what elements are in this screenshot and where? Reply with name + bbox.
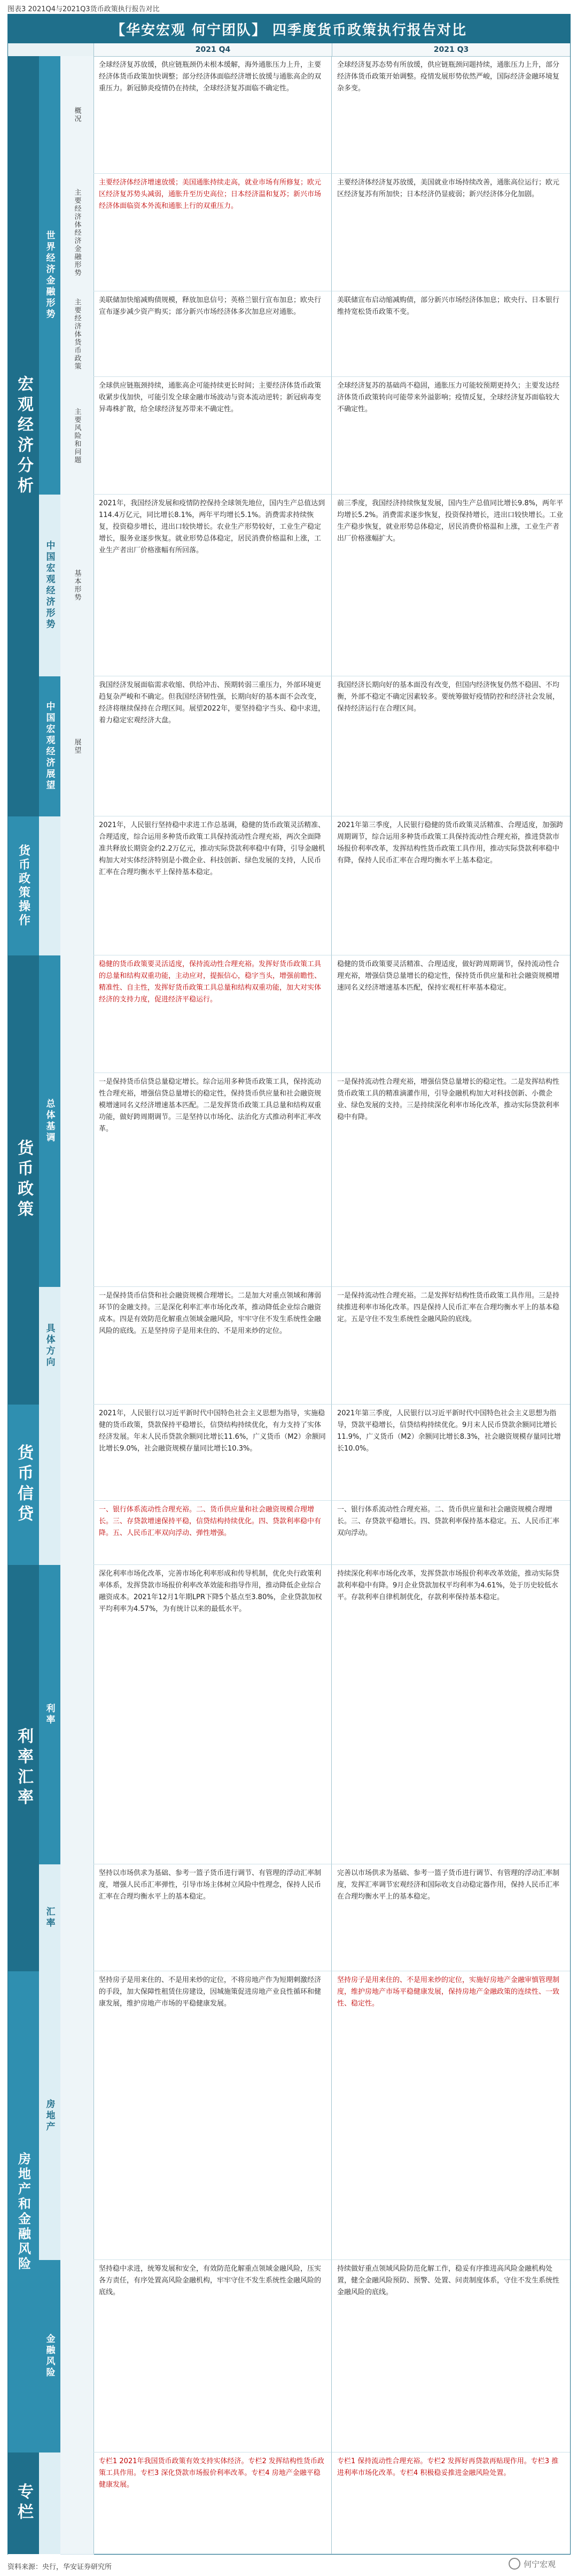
cell-q3-rate	[332, 1565, 570, 1864]
label-special	[60, 2452, 94, 2555]
category-label: 利率汇率	[14, 1727, 33, 1809]
cell-q4-overall-b	[93, 1073, 332, 1287]
cell-q3-outlook	[332, 676, 570, 816]
comparison-table	[7, 14, 571, 2555]
subcategory-label: 中国宏观经济展望	[44, 701, 55, 791]
label-credit-b	[60, 1501, 94, 1565]
cell-q3-credit-b	[332, 1501, 570, 1565]
label-basic	[60, 495, 94, 677]
subcategory-overall	[39, 955, 60, 1287]
cell-text: 专栏1 2021年我国货币政策有效支持实体经济。专栏2 发挥结构性货币政策工具作用。专栏3 深化贷款市场报价利率改革。专栏4 房地产金融平稳健康发展。	[99, 2457, 324, 2489]
cell-q3-fx	[332, 1864, 570, 1971]
subcategory-label: 汇率	[44, 1907, 55, 1929]
cell-q4-overall-a	[93, 955, 332, 1073]
cell-q4-concrete	[93, 1287, 332, 1405]
cell-text: 深化利率市场化改革，完善市场化利率形成和传导机制，优化央行政策利率体系，发挥贷款市场报价利率改革效能和指导作用，推动降低企业综合融资成本。2021年12月1年期LPR下降5个基点至3.80%，企业贷款加权平均利率为4.57%，为有统计以来的最低水平。	[99, 1570, 322, 1613]
subcategory-label: 金融风险	[44, 2334, 55, 2379]
cell-text: 主要经济体经济复苏放缓，美国就业市场持续改善，通胀高位运行；欧元区经济复苏有所加快；日本经济仍显疲弱；新兴经济体分化加剧。	[337, 179, 560, 198]
label-credit-a	[60, 1405, 94, 1501]
cell-q3-special	[332, 2452, 570, 2554]
subcategory-label: 中国宏观经济形势	[44, 541, 55, 630]
row-label: 概况	[73, 107, 81, 123]
cell-text: 全球经济复苏放缓，供应链瓶颈仍未根本缓解，海外通胀压力上升，主要经济体货币政策加快调整；部分经济体面临经济增长放缓与通胀高企的双重压力。新冠肺炎疫情仍在持续，全球经济复苏面临不确定性。	[99, 61, 322, 92]
cell-text: 一是保持货币信贷和社会融资规模合理增长。二是加大对重点领域和薄弱环节的金融支持。三是深化利率汇率市场化改革，推动降低企业综合融资成本。四是有效防范化解重点领域金融风险，牢牢守住不发生系统性金融风险的底线。五是坚持房子是用来住的、不是用来炒的定位。	[99, 1292, 322, 1335]
category-label: 宏观经济分析	[14, 375, 33, 497]
label-major-risk	[60, 174, 94, 292]
cell-q4-overview	[93, 56, 332, 174]
cell-q3-basic	[332, 495, 570, 676]
cell-text: 持续做好重点领域风险防范化解工作，稳妥有序推进高风险金融机构处置，健全金融风险预防、预警、处置、问责制度体系，守住不发生系统性金融风险的底线。	[337, 2265, 560, 2296]
column-header-row	[8, 43, 570, 57]
cell-q3-major-policy	[332, 291, 570, 377]
watermark	[509, 2558, 556, 2570]
cell-q3-ops	[332, 816, 570, 955]
cell-text: 一是保持流动性合理充裕。二是发挥好结构性货币政策工具作用。三是持续推进利率市场化改革。四是保持人民币汇率在合理均衡水平上的基本稳定。五是守住不发生系统性金融风险的底线。	[337, 1292, 560, 1323]
cell-text: 我国经济发展面临需求收缩、供给冲击、预期转弱三重压力，外部环境更趋复杂严峻和不确定。但我国经济韧性强，长期向好的基本面不会改变，经济将继续保持在合理区间。展望2022年，要坚持稳字当头、稳中求进，着力稳定宏观经济大盘。	[99, 681, 325, 724]
cell-text: 稳健的货币政策要灵活适度，保持流动性合理充裕。发挥好货币政策工具的总量和结构双重功能，主动应对，提振信心，稳字当头，增强前瞻性、精准性、自主性，发挥好货币政策工具总量和结构双重功能，加大对实体经济的支持力度，促进经济平稳运行。	[99, 960, 322, 1004]
category-monetary-ops	[8, 816, 39, 956]
subcategory-label: 世界经济金融形势	[44, 230, 55, 320]
cell-text: 全球经济复苏态势有所放缓，供应链瓶颈问题持续，通胀压力上升，部分经济体货币政策开始调整。疫情发展形势依然严峻，国际经济金融环境复杂多变。	[337, 61, 560, 92]
cell-text: 持续深化利率市场化改革，发挥贷款市场报价利率改革效能，推动实际贷款利率稳中有降。9月企业贷款加权平均利率为4.61%，处于历史较低水平。存款利率自律机制优化，存款利率保持基本稳定。	[337, 1570, 560, 1601]
cell-q3-finrisk	[332, 2260, 570, 2452]
subcategory-rate	[39, 1565, 60, 1865]
cell-q4-major-policy	[93, 291, 332, 377]
cell-q3-credit-a	[332, 1405, 570, 1501]
row-label: 主要风险和问题	[73, 407, 81, 464]
cell-text: 全球供应链瓶颈持续，通胀高企可能持续更长时间；主要经济体货币政策收紧步伐加快，可能引发全球金融市场波动与资本流动逆转；新冠病毒变异毒株扩散，给全球经济复苏带来不确定性。	[99, 382, 322, 413]
category-label: 专栏	[14, 2483, 33, 2524]
cell-q4-fx	[93, 1864, 332, 1971]
cell-text: 美联储加快缩减购债规模，释放加息信号；英格兰银行宣布加息；欧央行宣布逐步减少资产购买；部分新兴市场经济体多次加息应对通胀。	[99, 296, 322, 316]
cell-text: 美联储宣布启动缩减购债，部分新兴市场经济体加息；欧央行、日本银行维持宽松货币政策不变。	[337, 296, 560, 316]
cell-q4-outlook	[93, 676, 332, 816]
cell-q3-realestate	[332, 1971, 570, 2260]
cell-text: 2021年，人民银行坚持稳中求进工作总基调，稳健的货币政策灵活精准、合理适度，综合运用多种货币政策工具保持流动性合理充裕，两次全面降准共释放长期资金约2.2万亿元，推动实际贷款利率稳中有降，引导金融机构加大对实体经济特别是小微企业、科技创新、绿色发展的支持，人民币汇率在合理均衡水平上保持基本稳定。	[99, 821, 325, 876]
row-label: 展望	[73, 738, 81, 754]
category-label: 货币政策操作	[17, 844, 30, 928]
cell-q4-major-risk	[93, 174, 332, 291]
column-header-q3: 2021 Q3	[332, 43, 570, 56]
label-fx	[60, 1864, 94, 1972]
label-overall-b	[60, 1073, 94, 1287]
category-label: 货币政策	[14, 1139, 33, 1221]
cell-text: 2021年第三季度，人民银行以习近平新时代中国特色社会主义思想为指导，贷款平稳增长，信贷结构持续优化。9月末人民币贷款余额同比增长11.9%，广义货币（M2）余额同比增长8.3%，社会融资规模存量同比增长10.0%。	[337, 1409, 561, 1453]
cell-text: 我国经济长期向好的基本面没有改变，但国内经济恢复仍然不稳固、不均衡，外部不稳定不确定因素较多。要统筹做好疫情防控和经济社会发展，保持经济运行在合理区间。	[337, 681, 560, 713]
subcategory-outlook	[39, 676, 60, 817]
cell-q4-credit-b	[93, 1501, 332, 1565]
label-problems	[60, 377, 94, 495]
cell-text: 2021年，我国经济发展和疫情防控保持全球领先地位，国内生产总值达到114.4万亿元，同比增长8.1%，两年平均增长5.1%。消费需求持续恢复，投资稳步增长，进出口较快增长。农业生产形势较好，工业生产稳定增长，服务业逐步恢复。就业形势总体稳定，居民消费价格温和上涨，工业生产者出厂价格涨幅有所回落。	[99, 499, 325, 554]
subcategory-realestate	[39, 1971, 60, 2261]
category-rates	[8, 1565, 39, 1972]
label-overall-a	[60, 955, 94, 1074]
row-label: 主要经济体货币政策	[73, 298, 81, 371]
cell-q3-problems	[332, 377, 570, 495]
category-property	[8, 1971, 39, 2453]
source-note: 资料来源：央行，华安证券研究所	[7, 2563, 112, 2571]
category-macro	[8, 56, 39, 817]
category-label: 货币信贷	[14, 1444, 33, 1525]
cell-q4-basic	[93, 495, 332, 676]
row-label: 基本形势	[73, 569, 81, 601]
subcategory-fx	[39, 1864, 60, 1972]
cell-q4-ops	[93, 816, 332, 955]
cell-text: 坚持房子是用来住的、不是用来炒的定位，实施好房地产金融审慎管理制度，维护房地产市场平稳健康发展，保持房地产金融政策的连续性、一致性、稳定性。	[337, 1976, 560, 2008]
subcategory-ops-blank	[39, 816, 60, 956]
label-major-policy	[60, 291, 94, 377]
label-concrete	[60, 1287, 94, 1405]
label-rate	[60, 1565, 94, 1865]
cell-text: 一是保持货币信贷总量稳定增长。综合运用多种货币政策工具，保持流动性合理充裕，增强信贷总量增长的稳定性，保持货币供应量和社会融资规模增速同名义经济增速基本匹配。二是发挥货币政策工具总量和结构双重功能，做好跨周期调节。三是坚持以市场化、法治化方式推动利率汇率改革。	[99, 1078, 322, 1133]
cell-text: 坚持稳中求进，统筹发展和安全，有效防范化解重点领域金融风险，压实各方责任，有序处置高风险金融机构，牢牢守住不发生系统性金融风险的底线。	[99, 2265, 322, 2296]
wechat-logo-icon	[509, 2558, 520, 2570]
cell-text: 坚持房子是用来住的、不是用来炒的定位，不将房地产作为短期刺激经济的手段，加大保障性租赁住房建设，因城施策促进房地产业良性循环和健康发展，维护房地产市场的平稳健康发展。	[99, 1976, 322, 2008]
category-credit	[8, 1405, 39, 1565]
column-header-q4: 2021 Q4	[94, 43, 332, 56]
label-overview	[60, 56, 94, 174]
cell-text: 稳健的货币政策要灵活精准、合理适度，做好跨周期调节，保持流动性合理充裕，增强信贷总量增长的稳定性，保持货币供应量和社会融资规模增速同名义经济增速基本匹配，保持宏观杠杆率基本稳定。	[337, 960, 560, 992]
cell-text: 2021年第三季度，人民银行稳健的货币政策灵活精准、合理适度，加强跨周期调节，综合运用多种货币政策工具保持流动性合理充裕，推进贷款市场报价利率改革，发挥结构性货币政策工具作用，推动实际贷款利率稳中有降，保持人民币汇率在合理均衡水平上基本稳定。	[337, 821, 564, 865]
subcategory-special-blank	[39, 2452, 60, 2555]
subcategory-label: 利率	[44, 1703, 55, 1726]
cell-text: 一、银行体系流动性合理充裕。二、货币供应量和社会融资规模合理增长。三、存贷款平稳增长。四、贷款利率保持基本稳定。五、人民币汇率双向浮动。	[337, 1506, 560, 1537]
cell-q4-special	[93, 2452, 332, 2554]
subcategory-label: 房地产	[44, 2099, 55, 2133]
category-monetary-policy	[8, 955, 39, 1405]
subcategory-label: 总体基调	[44, 1099, 55, 1144]
table-banner: 【华安宏观 何宁团队】 四季度货币政策执行报告对比	[8, 14, 570, 43]
subcategory-china	[39, 495, 60, 677]
cell-q4-problems	[93, 377, 332, 495]
cell-q3-overall-b	[332, 1073, 570, 1287]
cell-text: 2021年，人民银行以习近平新时代中国特色社会主义思想为指导，实施稳健的货币政策，贷款保持平稳增长，信贷结构持续优化，有力支持了实体经济发展。年末人民币贷款余额同比增长11.6%，广义货币（M2）余额同比增长9.0%，社会融资规模存量同比增长10.3%。	[99, 1409, 326, 1453]
subcategory-label: 具体方向	[44, 1323, 55, 1368]
cell-text: 全球经济复苏的基础尚不稳固，通胀压力可能较预期更持久；主要发达经济体货币政策转向可能带来外溢影响；疫情反复，全球经济复苏面临较大不确定性。	[337, 382, 560, 413]
cell-text: 完善以市场供求为基础、参考一篮子货币进行调节、有管理的浮动汇率制度，发挥汇率调节宏观经济和国际收支自动稳定器作用，保持人民币汇率在合理均衡水平上的基本稳定。	[337, 1869, 560, 1901]
category-label: 房地产和金融风险	[15, 2152, 31, 2272]
cell-text: 主要经济体经济增速放缓；美国通胀持续走高，就业市场有所修复；欧元区经济复苏势头减弱，通胀升至历史高位；日本经济温和复苏；新兴市场经济体面临资本外流和通胀上行的双重压力。	[99, 179, 322, 210]
subcategory-credit-blank	[39, 1405, 60, 1565]
label-outlook	[60, 676, 94, 817]
cell-q3-overall-a	[332, 955, 570, 1073]
subcategory-world	[39, 56, 60, 495]
subcategory-concrete	[39, 1287, 60, 1405]
cell-q4-credit-a	[93, 1405, 332, 1501]
cell-q4-rate	[93, 1565, 332, 1864]
cell-q3-overview	[332, 56, 570, 174]
category-special	[8, 2452, 39, 2555]
subcategory-finrisk	[39, 2260, 60, 2453]
label-realestate	[60, 1971, 94, 2261]
cell-q3-major-risk	[332, 174, 570, 291]
figure-caption: 图表3 2021Q4与2021Q3货币政策执行报告对比	[7, 5, 160, 13]
watermark-text: 何宁宏观	[523, 2559, 556, 2569]
column-header-blank	[8, 43, 94, 56]
cell-q3-concrete	[332, 1287, 570, 1405]
cell-text: 坚持以市场供求为基础、参考一篮子货币进行调节、有管理的浮动汇率制度，增强人民币汇率弹性，引导市场主体树立风险中性理念，保持人民币汇率在合理均衡水平上的基本稳定。	[99, 1869, 322, 1901]
cell-text: 专栏1 保持流动性合理充裕。专栏2 发挥好再贷款再贴现作用。专栏3 推进利率市场化改革。专栏4 积极稳妥推进金融风险处置。	[337, 2457, 559, 2477]
cell-q4-finrisk	[93, 2260, 332, 2452]
cell-text: 一、银行体系流动性合理充裕。二、货币供应量和社会融资规模合理增长。三、存贷款增速保持平稳，信贷结构持续优化。四、贷款利率稳中有降。五、人民币汇率双向浮动、弹性增强。	[99, 1506, 322, 1537]
label-finrisk	[60, 2260, 94, 2453]
cell-q4-realestate	[93, 1971, 332, 2260]
label-ops	[60, 816, 94, 956]
cell-text: 一是保持流动性合理充裕，增强信贷总量增长的稳定性。二是发挥结构性货币政策工具的精准滴灌作用，引导金融机构加大对科技创新、小微企业、绿色发展的支持。三是持续深化利率市场化改革，推动实际贷款利率稳中有降。	[337, 1078, 560, 1121]
cell-text: 前三季度，我国经济持续恢复发展，国内生产总值同比增长9.8%，两年平均增长5.2%。消费需求逐步恢复，投资保持增长，进出口较快增长。工业生产稳步恢复，就业形势总体稳定，居民消费价格温和上涨，工业生产者出厂价格涨幅扩大。	[337, 499, 564, 543]
row-label: 主要经济体经济金融形势	[73, 188, 81, 277]
